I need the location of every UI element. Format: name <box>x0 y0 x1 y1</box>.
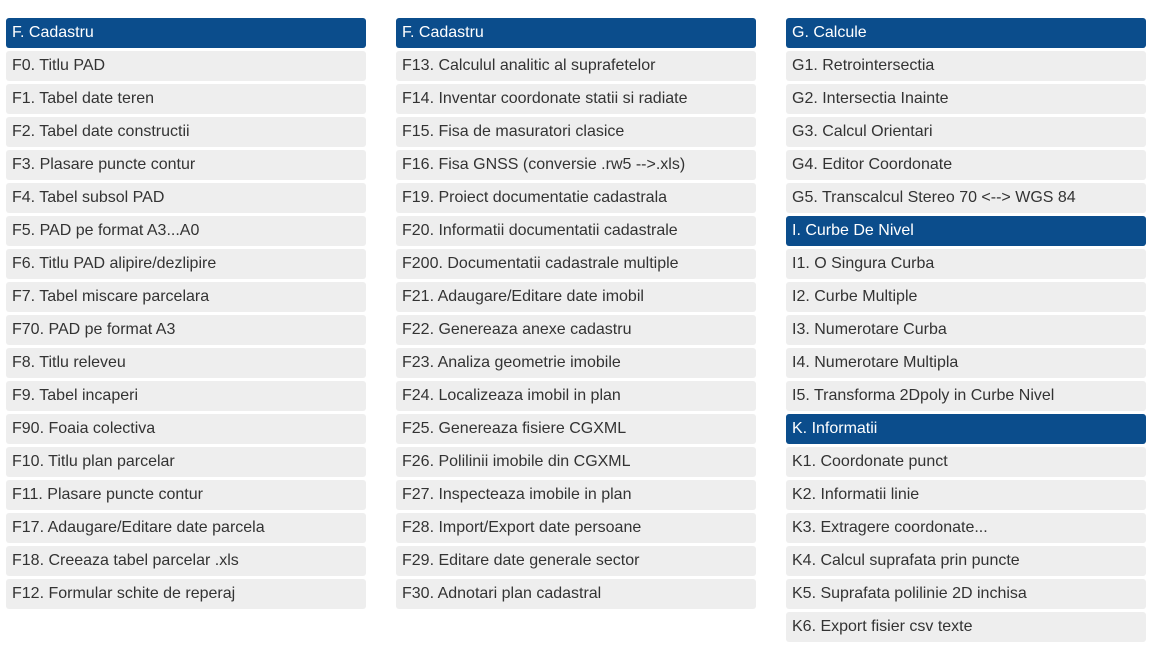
menu-item-f7[interactable]: F7. Tabel miscare parcelara <box>6 282 366 312</box>
menu-item-k6[interactable]: K6. Export fisier csv texte <box>786 612 1146 642</box>
section-header-g-calcule: G. Calcule <box>786 18 1146 48</box>
menu-item-k1[interactable]: K1. Coordonate punct <box>786 447 1146 477</box>
menu-item-g1[interactable]: G1. Retrointersectia <box>786 51 1146 81</box>
menu-item-f15[interactable]: F15. Fisa de masuratori clasice <box>396 117 756 147</box>
menu-item-f3[interactable]: F3. Plasare puncte contur <box>6 150 366 180</box>
menu-item-f200[interactable]: F200. Documentatii cadastrale multiple <box>396 249 756 279</box>
menu-item-f29[interactable]: F29. Editare date generale sector <box>396 546 756 576</box>
menu-item-f9[interactable]: F9. Tabel incaperi <box>6 381 366 411</box>
section-header-f-cadastru: F. Cadastru <box>396 18 756 48</box>
menu-item-f13[interactable]: F13. Calculul analitic al suprafetelor <box>396 51 756 81</box>
menu-item-f12[interactable]: F12. Formular schite de reperaj <box>6 579 366 609</box>
menu-item-f24[interactable]: F24. Localizeaza imobil in plan <box>396 381 756 411</box>
menu-item-f11[interactable]: F11. Plasare puncte contur <box>6 480 366 510</box>
menu-item-f0[interactable]: F0. Titlu PAD <box>6 51 366 81</box>
column-cadastru-2 <box>396 18 756 612</box>
section-header-f-cadastru: F. Cadastru <box>6 18 366 48</box>
column-calcule-curbe-informatii <box>786 18 1146 645</box>
menu-item-i1[interactable]: I1. O Singura Curba <box>786 249 1146 279</box>
menu-item-f14[interactable]: F14. Inventar coordonate statii si radiate <box>396 84 756 114</box>
menu-item-f30[interactable]: F30. Adnotari plan cadastral <box>396 579 756 609</box>
menu-item-i2[interactable]: I2. Curbe Multiple <box>786 282 1146 312</box>
menu-item-k2[interactable]: K2. Informatii linie <box>786 480 1146 510</box>
menu-item-f25[interactable]: F25. Genereaza fisiere CGXML <box>396 414 756 444</box>
menu-item-f1[interactable]: F1. Tabel date teren <box>6 84 366 114</box>
menu-item-g4[interactable]: G4. Editor Coordonate <box>786 150 1146 180</box>
menu-item-g2[interactable]: G2. Intersectia Inainte <box>786 84 1146 114</box>
menu-item-f26[interactable]: F26. Polilinii imobile din CGXML <box>396 447 756 477</box>
menu-item-f10[interactable]: F10. Titlu plan parcelar <box>6 447 366 477</box>
menu-item-i3[interactable]: I3. Numerotare Curba <box>786 315 1146 345</box>
menu-item-g3[interactable]: G3. Calcul Orientari <box>786 117 1146 147</box>
menu-item-f18[interactable]: F18. Creeaza tabel parcelar .xls <box>6 546 366 576</box>
menu-item-f8[interactable]: F8. Titlu releveu <box>6 348 366 378</box>
menu-item-k3[interactable]: K3. Extragere coordonate... <box>786 513 1146 543</box>
menu-item-f5[interactable]: F5. PAD pe format A3...A0 <box>6 216 366 246</box>
menu-item-k4[interactable]: K4. Calcul suprafata prin puncte <box>786 546 1146 576</box>
menu-item-f23[interactable]: F23. Analiza geometrie imobile <box>396 348 756 378</box>
section-header-k-informatii: K. Informatii <box>786 414 1146 444</box>
menu-item-f70[interactable]: F70. PAD pe format A3 <box>6 315 366 345</box>
menu-item-f2[interactable]: F2. Tabel date constructii <box>6 117 366 147</box>
menu-item-f16[interactable]: F16. Fisa GNSS (conversie .rw5 -->.xls) <box>396 150 756 180</box>
menu-item-k5[interactable]: K5. Suprafata polilinie 2D inchisa <box>786 579 1146 609</box>
menu-item-i4[interactable]: I4. Numerotare Multipla <box>786 348 1146 378</box>
menu-item-f27[interactable]: F27. Inspecteaza imobile in plan <box>396 480 756 510</box>
column-cadastru-1 <box>6 18 366 612</box>
menu-item-f19[interactable]: F19. Proiect documentatie cadastrala <box>396 183 756 213</box>
menu-item-f20[interactable]: F20. Informatii documentatii cadastrale <box>396 216 756 246</box>
section-header-i-curbe-de-nivel: I. Curbe De Nivel <box>786 216 1146 246</box>
menu-item-f4[interactable]: F4. Tabel subsol PAD <box>6 183 366 213</box>
menu-item-f21[interactable]: F21. Adaugare/Editare date imobil <box>396 282 756 312</box>
menu-item-f17[interactable]: F17. Adaugare/Editare date parcela <box>6 513 366 543</box>
menu-item-g5[interactable]: G5. Transcalcul Stereo 70 <--> WGS 84 <box>786 183 1146 213</box>
menu-item-i5[interactable]: I5. Transforma 2Dpoly in Curbe Nivel <box>786 381 1146 411</box>
menu-item-f22[interactable]: F22. Genereaza anexe cadastru <box>396 315 756 345</box>
menu-item-f90[interactable]: F90. Foaia colectiva <box>6 414 366 444</box>
menu-item-f6[interactable]: F6. Titlu PAD alipire/dezlipire <box>6 249 366 279</box>
menu-item-f28[interactable]: F28. Import/Export date persoane <box>396 513 756 543</box>
